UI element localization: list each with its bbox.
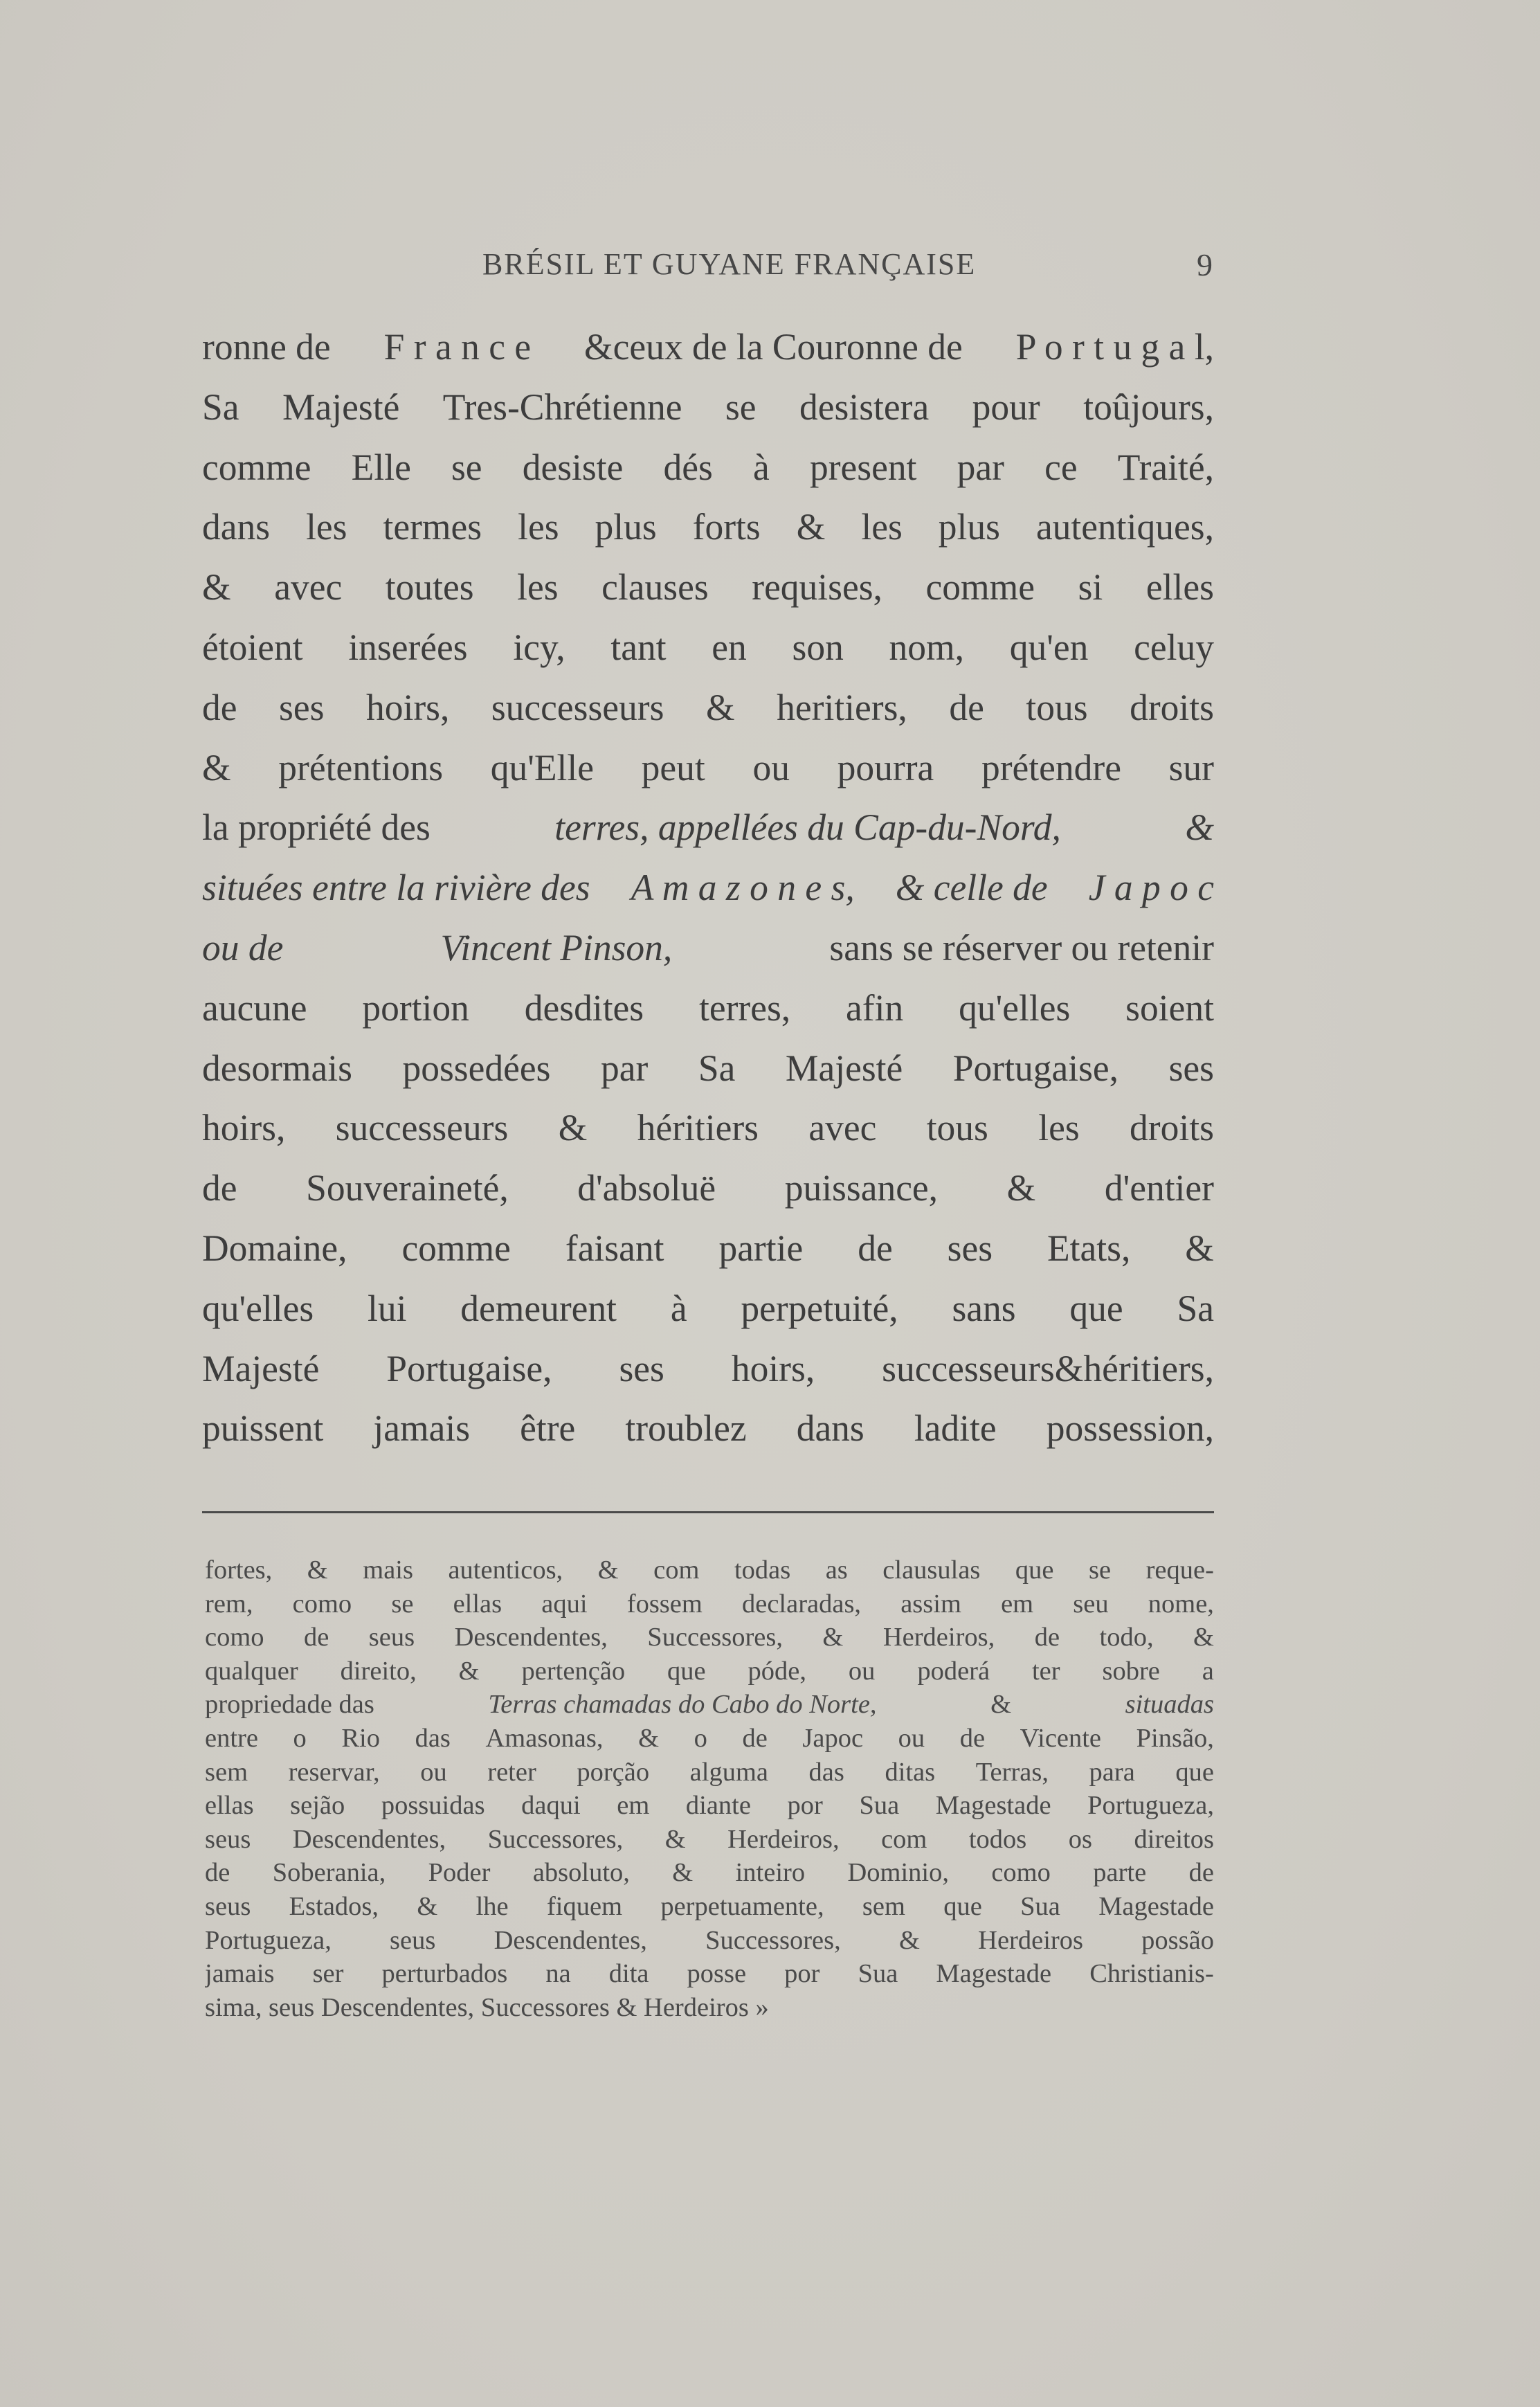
running-head	[202, 246, 1220, 288]
text-line: la propriété des terres, appellées du Cap-du-Nord, &	[202, 806, 1214, 849]
footnote-line: jamais ser perturbados na dita posse por Sua Magestade Christianis-	[205, 1959, 1214, 1989]
footnote-line: Portugueza, seus Descendentes, Successores, & Herdeiros possão	[205, 1925, 1214, 1955]
footnote-line: ellas sejão possuidas daqui em diante por Sua Magestade Portugueza,	[205, 1791, 1214, 1821]
text-line: aucune portion desdites terres, afin qu'elles soient	[202, 986, 1214, 1029]
text-line: Majesté Portugaise, ses hoirs, successeurs&héritiers,	[202, 1347, 1214, 1389]
running-title: BRÉSIL ET GUYANE FRANÇAISE	[482, 247, 977, 281]
text-line: ou de Vincent Pinson, sans se réserver ou retenir	[202, 926, 1214, 968]
text-line: comme Elle se desiste dés à present par ce Traité,	[202, 446, 1214, 488]
text-line: de ses hoirs, successeurs & heritiers, de tous droits	[202, 686, 1214, 728]
text-line: puissent jamais être troublez dans ladite possession,	[202, 1407, 1214, 1450]
text-line: & avec toutes les clauses requises, comme si elles	[202, 566, 1214, 608]
footnote-line: como de seus Descendentes, Successores, & Herdeiros, de todo, &	[205, 1623, 1214, 1652]
page-number: 9	[1197, 247, 1213, 282]
text-line: hoirs, successeurs & héritiers avec tous les droits	[202, 1107, 1214, 1149]
text-line: desormais possedées par Sa Majesté Portugaise, ses	[202, 1047, 1214, 1089]
text-line: situées entre la rivière des A m a z o n e s, & celle de J a p o c	[202, 867, 1214, 909]
text-line: de Souveraineté, d'absoluë puissance, & d'entier	[202, 1167, 1214, 1209]
text-line: ronne de F r a n c e &ceux de la Couronne de P o r t u g a l,	[202, 326, 1214, 368]
text-line: Sa Majesté Tres-Chrétienne se desistera pour toûjours,	[202, 386, 1214, 428]
text-line: & prétentions qu'Elle peut ou pourra prétendre sur	[202, 746, 1214, 788]
footnote-line: rem, como se ellas aqui fossem declaradas, assim em seu nome,	[205, 1589, 1214, 1619]
footnote-line: qualquer direito, & pertenção que póde, ou poderá ter sobre a	[205, 1656, 1214, 1686]
footnote	[205, 1553, 1214, 2024]
footnote-line: sima, seus Descendentes, Successores & Herdeiros »	[205, 1992, 769, 2022]
text-line: qu'elles lui demeurent à perpetuité, sans que Sa	[202, 1287, 1214, 1329]
text-line: dans les termes les plus forts & les plus autentiques,	[202, 506, 1214, 548]
footnote-separator	[202, 1511, 1214, 1513]
footnote-line: entre o Rio das Amasonas, & o de Japoc ou de Vicente Pinsão,	[205, 1723, 1214, 1753]
text-line: étoient inserées icy, tant en son nom, qu'en celuy	[202, 626, 1214, 668]
main-text	[202, 317, 1214, 1459]
footnote-line: propriedade das Terras chamadas do Cabo do Norte, & situadas	[205, 1690, 1214, 1720]
footnote-line: fortes, & mais autenticos, & com todas as clausulas que se reque-	[205, 1556, 1214, 1585]
footnote-line: seus Descendentes, Successores, & Herdeiros, com todos os direitos	[205, 1824, 1214, 1854]
footnote-line: sem reservar, ou reter porção alguma das ditas Terras, para que	[205, 1757, 1214, 1787]
footnote-line: seus Estados, & lhe fiquem perpetuamente, sem que Sua Magestade	[205, 1891, 1214, 1921]
footnote-line: de Soberania, Poder absoluto, & inteiro Dominio, como parte de	[205, 1858, 1214, 1888]
text-line: Domaine, comme faisant partie de ses Etats, &	[202, 1227, 1214, 1269]
